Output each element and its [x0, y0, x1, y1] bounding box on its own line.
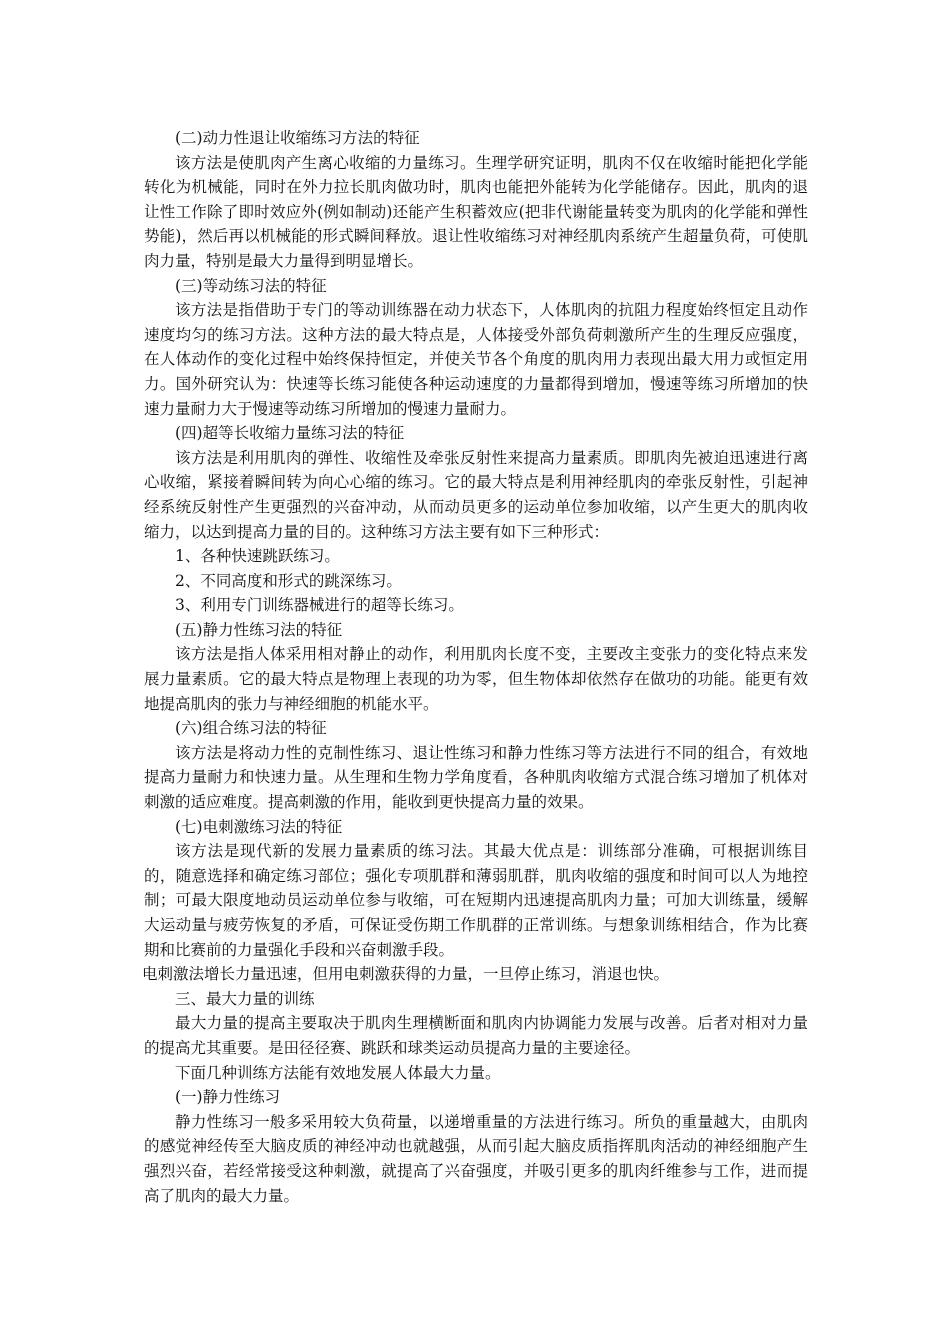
paragraph: 该方法是指借助于专门的等动训练器在动力状态下，人体肌肉的抗阻力程度始终恒定且动作速度均匀的练习方法。这种方法的最大特点是，人体接受外部负荷刺激所产生的生理反应强度，在人体动作的变化过程中始终保持恒定，并使关节各个角度的肌肉用力表现出最大用力或恒定用力。国外研究认为：快速等长练习能使各种运动速度的力量都得到增加，慢速等练习所增加的快速力量耐力大于慢速等动练习所增加的慢速力量耐力。: [144, 301, 808, 418]
document-page: [144, 126, 808, 1208]
section-heading-4: (四)超等长收缩力量练习法的特征: [175, 424, 405, 443]
paragraph: 该方法是将动力性的克制性练习、退让性练习和静力性练习等方法进行不同的组合，有效地提高力量耐力和快速力量。从生理和生物力学角度看，各种肌肉收缩方式混合练习增加了机体对刺激的适应难度。提高刺激的作用，能收到更快提高力量的效果。: [144, 743, 808, 812]
intro-line: 下面几种训练方法能有效地发展人体最大力量。: [175, 1063, 501, 1082]
section-heading-5: (五)静力性练习法的特征: [175, 620, 343, 639]
paragraph: 该方法是利用肌肉的弹性、收缩性及牵张反射性来提高力量素质。即肌肉先被迫迅速进行离心收缩，紧接着瞬间转为向心心缩的练习。它的最大特点是利用神经肌肉的牵张反射性，引起神经系统反射性产生更强烈的兴奋冲动，从而动员更多的运动单位参加收缩，以产生更大的肌肉收缩力，以达到提高力量的目的。这种练习方法主要有如下三种形式：: [144, 448, 808, 541]
paragraph: 最大力量的提高主要取决于肌肉生理横断面和肌肉内协调能力发展与改善。后者对相对力量的提高尤其重要。是田径径赛、跳跃和球类运动员提高力量的主要途径。: [144, 1014, 808, 1057]
paragraph: 该方法是指人体采用相对静止的动作，利用肌肉长度不变，主要改主变张力的变化特点来发展力量素质。它的最大特点是物理上表现的功为零，但生物体却依然存在做功的功能。能更有效地提高肌肉的张力与神经细胞的机能水平。: [144, 645, 808, 713]
chapter-heading: 三、最大力量的训练: [175, 989, 315, 1008]
paragraph: 该方法是现代新的发展力量素质的练习法。其最大优点是：训练部分准确，可根据训练目的，随意选择和确定练习部位；强化专项肌群和薄弱肌群，肌肉收缩的强度和时间可以人为地控制；可最大限度地动员运动单位参与收缩，可在短期内迅速提高肌肉力量；可加大训练量，缓解大运动量与疲劳恢复的矛盾，可保证受伤期工作肌群的正常训练。与想象训练相结合，作为比赛期和比赛前的力量强化手段和兴奋刺激手段。: [144, 842, 808, 959]
list-item: 2、不同高度和形式的跳深练习。: [175, 571, 402, 590]
paragraph: 该方法是使肌肉产生离心收缩的力量练习。生理学研究证明，肌肉不仅在收缩时能把化学能转化为机械能，同时在外力拉长肌肉做功时，肌肉也能把外能转为化学能储存。因此，肌肉的退让性工作除了即时效应外(例如制动)还能产生积蓄效应(把非代谢能量转变为肌肉的化学能和弹性势能)，然后再以机械能的形式瞬间释放。退让性收缩练习对神经肌肉系统产生超量负荷，可使肌肉力量，特别是最大力量得到明显增长。: [144, 153, 808, 270]
paragraph-outdent: 电刺激法增长力量迅速，但用电刺激获得的力量，一旦停止练习，消退也快。: [142, 965, 670, 984]
list-item: 3、利用专门训练器械进行的超等长练习。: [175, 596, 464, 615]
section-heading-6: (六)组合练习法的特征: [175, 719, 327, 738]
section-heading-2: (二)动力性退让收缩练习方法的特征: [175, 129, 420, 147]
section-heading-1: (一)静力性练习: [175, 1088, 281, 1107]
paragraph: 静力性练习一般多采用较大负荷量，以递增重量的方法进行练习。所负的重量越大，由肌肉的感觉神经传至大脑皮质的神经冲动也就越强，从而引起大脑皮质指挥肌肉活动的神经细胞产生强烈兴奋，若经常接受这种刺激，就提高了兴奋强度，并吸引更多的肌肉纤维参与工作，进而提高了肌肉的最大力量。: [144, 1112, 808, 1205]
list-item: 1、各种快速跳跃练习。: [175, 547, 340, 566]
section-heading-3: (三)等动练习法的特征: [175, 276, 327, 295]
section-heading-7: (七)电刺激练习法的特征: [175, 817, 343, 836]
